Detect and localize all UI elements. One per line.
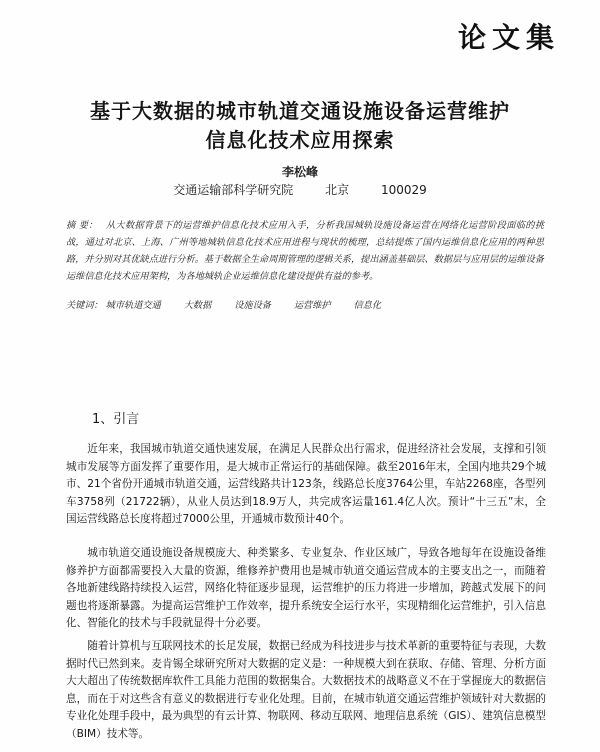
section-heading: 1、引言 <box>92 412 140 427</box>
abstract-label: 摘 要： <box>66 220 98 231</box>
paper-title-line1: 基于大数据的城市轨道交通设施设备运营维护 <box>90 99 510 123</box>
body-paragraph: 随着计算机与互联网技术的长足发展，数据已经成为科技进步与技术革新的重要特征与表现，大数据时代已然到来。麦肯锡全球研究所对大数据的定义是：一种规模大到在获取、存储、管理、分析方面大大超出了传统数据库软件工具能力范围的数据集合。大数据技术的战略意义不在于掌握庞大的数据信息，而在于对这些含有意义的数据进行专业化处理。目前，在城市轨道交通运营维护领域针对大数据的专业化处理手段中，最为典型的有云计算、物联网、移动互联网、地理信息系统（GIS）、建筑信息模型（BIM）技术等。 <box>66 640 546 740</box>
paper-title-line2: 信息化技术应用探索 <box>205 128 395 152</box>
body-paragraph: 近年来，我国城市轨道交通快速发展，在满足人民群众出行需求，促进经济社会发展，支撑和引领城市发展等方面发挥了重要作用，是大城市正常运行的基础保障。截至2016年末，全国内地共29个城市、21个省份开通城市轨道交通，运营线路共计123条，线路总长度3764公里，车站2268座，各型列车3758列（21722辆），从业人员达到18.9万人，共完成客运量161.4亿人次。预计“十三五”末，全国运营线路总长度将超过7000公里，开通城市数预计40个。 <box>66 443 546 525</box>
affiliation: 交通运输部科学研究院 <box>173 183 294 197</box>
keywords <box>66 297 401 311</box>
keyword: 运营维护 <box>293 300 331 311</box>
keyword: 城市轨道交通 <box>105 300 161 311</box>
keyword: 大数据 <box>183 300 212 311</box>
city: 北京 <box>325 183 350 197</box>
affiliation-line <box>0 181 600 198</box>
abstract-text: 从大数据背景下的运营维护信息化技术应用入手，分析我国城轨设施设备运营在网络化运营阶段面临的挑战，通过对北京、上海、广州等地城轨信息化技术应用进程与现状的梳理，总结提炼了国内运维信息化应用的两种思路，并分别对其优缺点进行分析。基于数据全生命周期管理的逻辑关系，提出涵盖基础层、数据层与应用层的运维设备运维信息化技术应用架构，为各地城轨企业运维信息化建设提供有益的参考。 <box>66 220 545 282</box>
body-paragraph: 城市轨道交通设施设备规模庞大、种类繁多、专业复杂、作业区域广，导致各地每年在设施设备维修养护方面都需要投入大量的资源，维修养护费用也是城市轨道交通运营成本的主要支出之一，而随着各地新建线路持续投入运营，网络化特征逐步显现，运营维护的压力将进一步增加，跨越式发展下的问题也将逐渐暴露。为提高运营维护工作效率，提升系统安全运行水平，实现精细化运营维护，引入信息化、智能化的技术与手段就显得十分必要。 <box>66 547 546 629</box>
keyword: 设施设备 <box>234 300 271 311</box>
section-tag: 论文集 <box>457 21 560 54</box>
author: 李松峰 <box>281 165 318 179</box>
postcode: 100029 <box>380 183 427 197</box>
abstract <box>66 217 544 285</box>
keywords-label: 关键词： <box>66 300 103 311</box>
keyword: 信息化 <box>353 300 382 311</box>
